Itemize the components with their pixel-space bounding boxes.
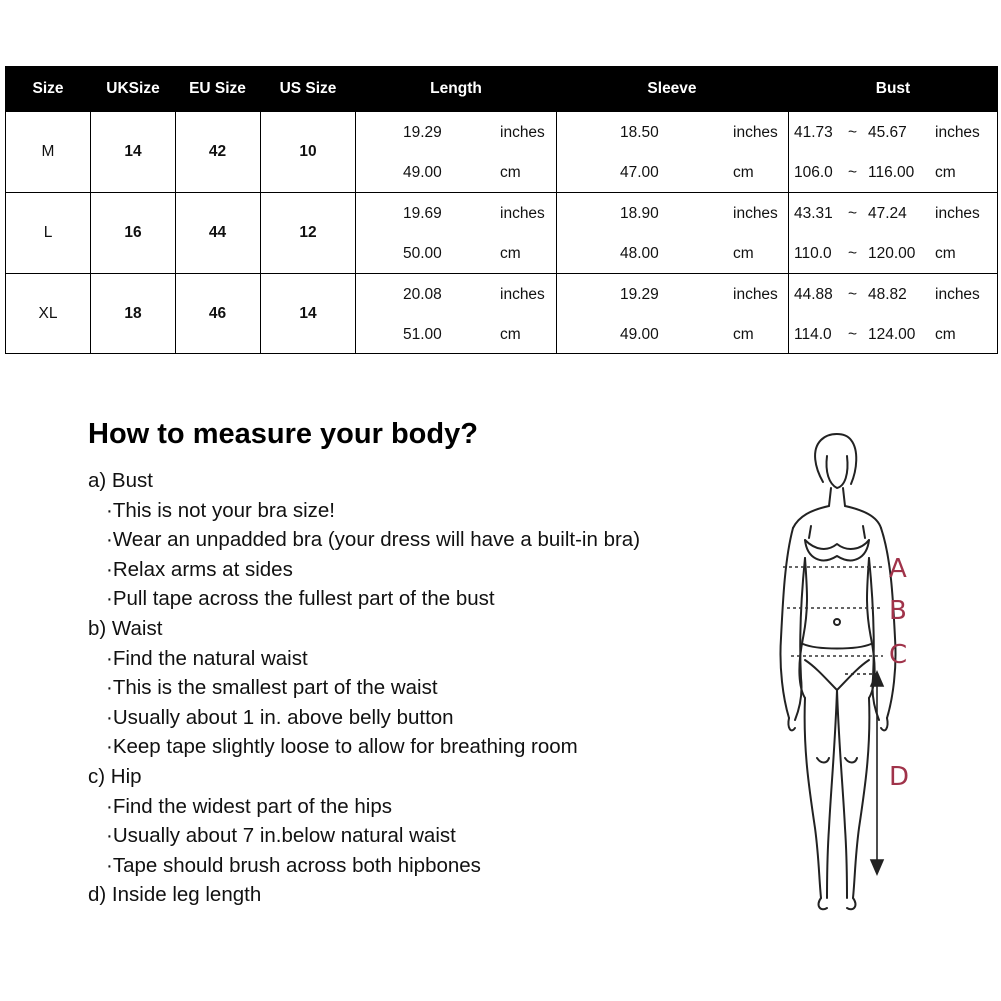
measurement-label-a: A [889,554,907,584]
guide-section-heading: a) Bust [88,469,153,492]
bust-cm-max: 124.00 [868,326,916,343]
header-us-size: US Size [279,80,337,97]
uk-size-cell: 14 [124,143,142,160]
bust-inches-min: 41.73 [794,124,833,141]
length-inches-value: 20.08 [403,286,442,303]
length-cm-unit: cm [500,164,521,181]
guide-instruction-item: ·This is not your bra size! [106,499,335,522]
bust-cm-max: 120.00 [868,245,916,262]
size-cell: XL [38,305,58,322]
sleeve-cm-unit: cm [733,164,754,181]
guide-section-heading: b) Waist [88,617,163,640]
length-inches-value: 19.29 [403,124,442,141]
sleeve-cm-value: 49.00 [620,326,659,343]
sleeve-inches-value: 18.90 [620,205,659,222]
sleeve-inches-unit: inches [733,124,778,141]
eu-size-cell: 42 [208,143,227,160]
sleeve-inches-value: 18.50 [620,124,659,141]
guide-instruction-item: ·This is the smallest part of the waist [106,676,438,699]
bust-cm-min: 106.0 [794,164,833,181]
bust-range-sep: ~ [848,326,858,343]
length-inches-unit: inches [500,124,545,141]
bust-inches-min: 43.31 [794,205,833,222]
bust-range-sep: ~ [848,164,858,181]
guide-instruction-item: ·Tape should brush across both hipbones [106,854,481,877]
bust-range-sep: ~ [848,286,858,303]
sleeve-cm-unit: cm [733,245,754,262]
header-uk-size: UKSize [106,80,160,97]
guide-instruction-item: ·Usually about 7 in.below natural waist [106,824,456,847]
length-cm-unit: cm [500,245,521,262]
bust-inches-unit: inches [935,205,980,222]
body-outline-illustration [765,428,925,918]
table-header-row [5,66,998,112]
header-eu-size: EU Size [189,80,246,97]
bust-cm-unit: cm [935,326,956,343]
guide-instruction-item: ·Find the natural waist [106,647,308,670]
sleeve-inches-unit: inches [733,205,778,222]
bust-inches-unit: inches [935,286,980,303]
bust-cm-unit: cm [935,245,956,262]
length-cm-value: 49.00 [403,164,442,181]
bust-cm-unit: cm [935,164,956,181]
column-divider [788,112,789,354]
sleeve-inches-unit: inches [733,286,778,303]
bust-inches-min: 44.88 [794,286,833,303]
guide-instruction-item: ·Keep tape slightly loose to allow for breathing room [106,735,578,758]
row-divider [5,273,998,274]
measurement-label-b: B [889,596,907,626]
us-size-cell: 10 [299,143,317,160]
bust-cm-min: 110.0 [794,245,832,262]
length-inches-unit: inches [500,286,545,303]
bust-cm-max: 116.00 [868,164,915,181]
us-size-cell: 14 [299,305,317,322]
length-inches-unit: inches [500,205,545,222]
sleeve-inches-value: 19.29 [620,286,659,303]
length-inches-value: 19.69 [403,205,442,222]
guide-instruction-item: ·Usually about 1 in. above belly button [106,706,454,729]
header-size: Size [32,80,64,97]
us-size-cell: 12 [299,224,317,241]
body-measurement-figure [765,428,925,918]
sleeve-cm-value: 47.00 [620,164,659,181]
sleeve-cm-unit: cm [733,326,754,343]
guide-section-heading: c) Hip [88,765,142,788]
guide-instruction-item: ·Find the widest part of the hips [106,795,393,818]
column-divider [556,112,557,354]
length-cm-value: 51.00 [403,326,442,343]
sleeve-cm-value: 48.00 [620,245,659,262]
header-length: Length [430,80,482,97]
guide-instruction-item: ·Pull tape across the fullest part of the bust [106,587,495,610]
guide-section-heading: d) Inside leg length [88,883,262,906]
bust-range-sep: ~ [848,124,858,141]
size-cell: L [43,224,53,241]
bust-inches-max: 45.67 [868,124,907,141]
bust-inches-max: 48.82 [868,286,907,303]
row-divider [5,192,998,193]
size-chart-table [5,66,998,355]
bust-inches-unit: inches [935,124,980,141]
length-cm-value: 50.00 [403,245,442,262]
uk-size-cell: 16 [124,224,142,241]
bust-cm-min: 114.0 [794,326,832,343]
eu-size-cell: 44 [208,224,227,241]
header-sleeve: Sleeve [647,80,697,97]
measurement-label-c: C [889,640,908,670]
guide-instruction-item: ·Wear an unpadded bra (your dress will have a built-in bra) [106,528,641,551]
guide-instruction-item: ·Relax arms at sides [106,558,293,581]
header-bust: Bust [875,80,911,97]
length-cm-unit: cm [500,326,521,343]
bust-inches-max: 47.24 [868,205,907,222]
uk-size-cell: 18 [124,305,142,322]
bust-range-sep: ~ [848,205,858,222]
bust-range-sep: ~ [848,245,858,262]
guide-title: How to measure your body? [88,418,478,450]
size-cell: M [41,143,55,160]
eu-size-cell: 46 [208,305,227,322]
measurement-label-d: D [889,762,910,792]
